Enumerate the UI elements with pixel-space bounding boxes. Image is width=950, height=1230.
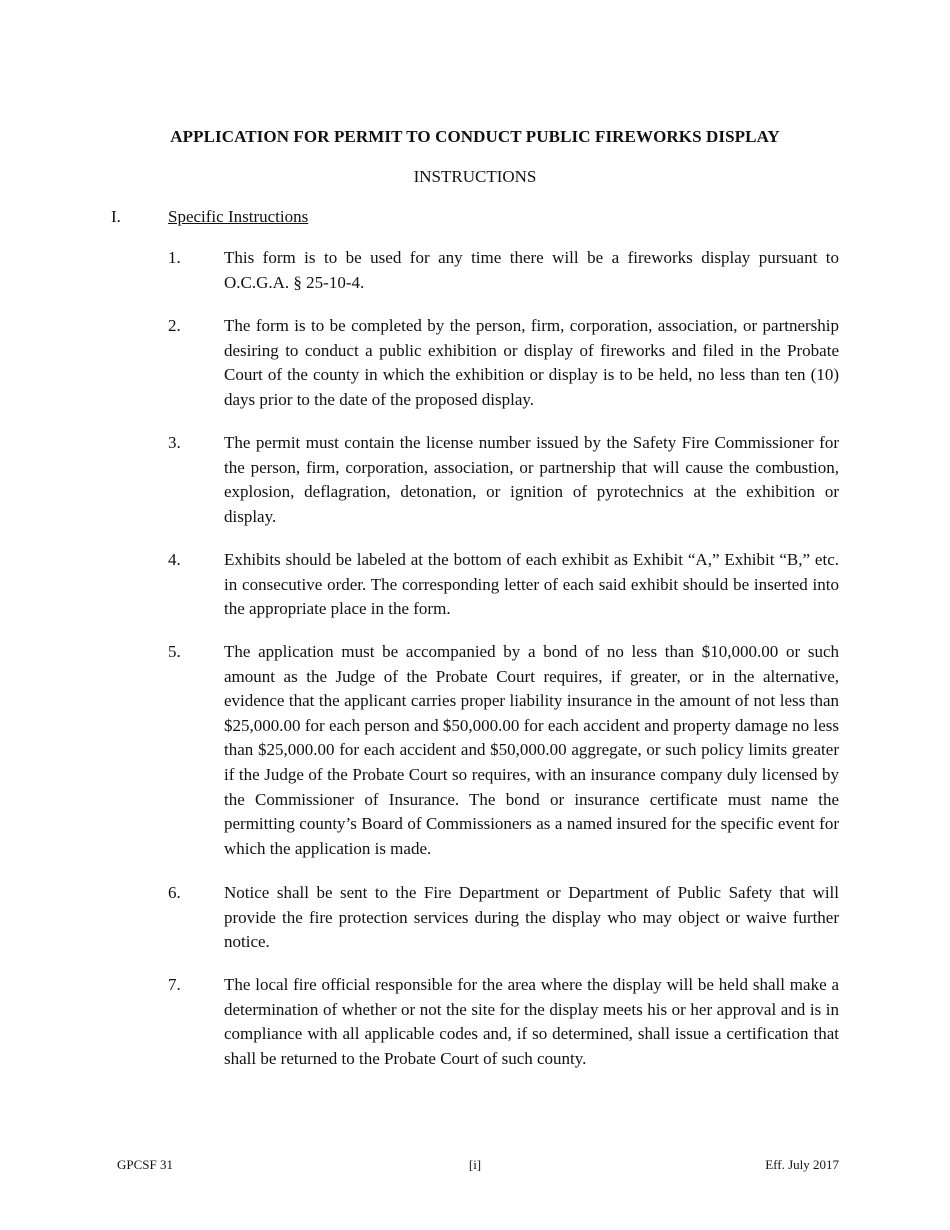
document-title: APPLICATION FOR PERMIT TO CONDUCT PUBLIC FIREWORKS DISPLAY xyxy=(170,127,780,146)
section-title: Specific Instructions xyxy=(168,207,309,226)
item-number: 2. xyxy=(168,316,181,335)
instruction-item-4 xyxy=(168,548,839,622)
section-number: I. xyxy=(111,207,121,226)
instruction-item-1 xyxy=(168,246,839,295)
item-text: Notice shall be sent to the Fire Department or Department of Public Safety that will provide the fire protection services during the display who may object or waive further notice. xyxy=(224,883,839,952)
item-number: 3. xyxy=(168,433,181,452)
item-text: Exhibits should be labeled at the bottom of each exhibit as Exhibit “A,” Exhibit “B,” etc. in consecutive order. The corresponding letter of each said exhibit should be inserted into the appropriate place in the form. xyxy=(224,550,839,619)
instruction-item-7 xyxy=(168,973,839,1071)
footer-effective-date: Eff. July 2017 xyxy=(765,1157,839,1172)
item-number: 4. xyxy=(168,550,181,569)
footer-page-number: [i] xyxy=(468,1157,482,1172)
item-text: The local fire official responsible for the area where the display will be held shall make a determination of whether or not the site for the display meets his or her approval and is in compliance with all applicable codes and, if so determined, shall issue a certification that shall be returned to the Probate Court of such county. xyxy=(224,975,839,1068)
item-number: 7. xyxy=(168,975,181,994)
document-subtitle: INSTRUCTIONS xyxy=(413,167,537,186)
item-number: 5. xyxy=(168,642,181,661)
item-number: 1. xyxy=(168,248,181,267)
item-text: The permit must contain the license number issued by the Safety Fire Commissioner for the person, firm, corporation, association, or partnership that will cause the combustion, explosion, deflagration, detonation, or ignition of pyrotechnics at the exhibition or display. xyxy=(224,433,839,526)
instruction-item-6 xyxy=(168,881,839,955)
instruction-item-3 xyxy=(168,431,839,529)
instruction-item-2 xyxy=(168,314,839,412)
instruction-item-5 xyxy=(168,640,839,861)
item-number: 6. xyxy=(168,883,181,902)
footer-form-id: GPCSF 31 xyxy=(117,1157,173,1172)
item-text: The form is to be completed by the person, firm, corporation, association, or partnership desiring to conduct a public exhibition or display of fireworks and filed in the Probate Court of the county in which the exhibition or display is to be held, no less than ten (10) days prior to the date of the proposed display. xyxy=(224,316,839,409)
item-text: The application must be accompanied by a bond of no less than $10,000.00 or such amount as the Judge of the Probate Court requires, if greater, or in the alternative, evidence that the applicant carries proper liability insurance in the amount of not less than $25,000.00 for each person and $50,000.00 for each accident and property damage no less than $25,000.00 for each accident and $50,000.00 aggregate, or such policy limits greater if the Judge of the Probate Court so requires, with an insurance company duly licensed by the Commissioner of Insurance. The bond or insurance certificate must name the permitting county’s Board of Commissioners as a named insured for the specific event for which the application is made. xyxy=(224,642,839,858)
item-text: This form is to be used for any time there will be a fireworks display pursuant to O.C.G.A. § 25-10-4. xyxy=(224,248,839,292)
